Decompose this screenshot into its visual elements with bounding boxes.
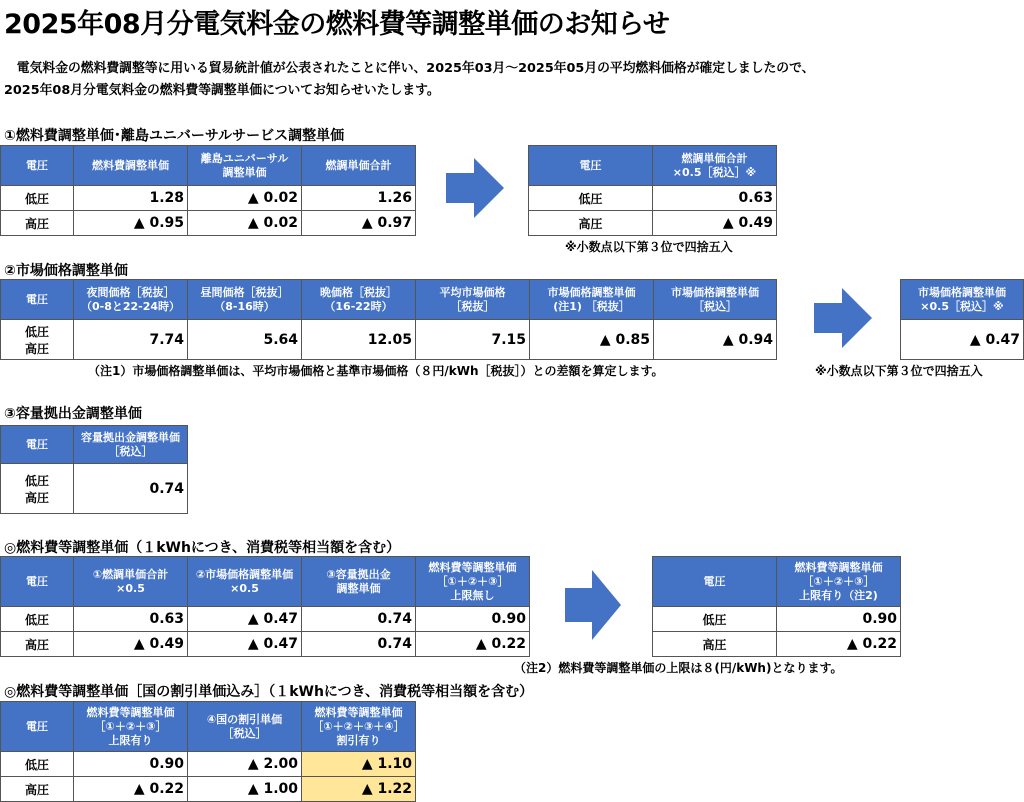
header-line2: （0-8と22-24時）	[80, 299, 181, 313]
header-voltage: 電圧	[1, 426, 74, 464]
header-combined-discounted	[302, 702, 416, 752]
market-price-table	[0, 279, 777, 360]
header-line2: ［税抜］	[450, 299, 495, 313]
header-fuel-total: 燃調単価合計	[302, 146, 416, 186]
right-arrow-icon	[446, 158, 504, 218]
header-line1: 燃料費等調整単価	[428, 560, 517, 574]
header-line1: 夜間価格［税抜］	[86, 285, 175, 299]
row-label: 高圧	[1, 211, 74, 236]
header-voltage: 電圧	[1, 146, 74, 186]
row-label: 低圧	[1, 752, 74, 777]
fuel-cost-capped-table	[652, 556, 901, 657]
header-combined-capped	[777, 557, 901, 607]
table-cell: ▲ 0.02	[188, 211, 302, 236]
section3-title: ③容量拠出金調整単価	[4, 406, 142, 422]
header-capacity-unit	[302, 557, 416, 607]
header-line1: ①燃調単価合計	[92, 567, 169, 581]
table-cell: ▲ 0.47	[188, 607, 302, 632]
row-label-low: 低圧	[24, 473, 49, 488]
header-voltage: 電圧	[1, 702, 74, 752]
cap-note: （注2）燃料費等調整単価の上限は８(円/kWh)となります。	[514, 661, 843, 675]
row-label: 低圧	[529, 186, 653, 211]
table-cell: 1.28	[74, 186, 188, 211]
header-market-adjust-ex-tax	[530, 280, 654, 320]
header-line2: ［税込］	[693, 299, 737, 313]
header-line2: 調整単価	[336, 581, 381, 595]
table-cell: ▲ 0.85	[530, 320, 654, 360]
table-cell: ▲ 0.94	[654, 320, 777, 360]
capacity-contribution-table	[0, 425, 188, 514]
section2-title: ②市場価格調整単価	[4, 263, 128, 279]
header-fuel-total-half	[653, 146, 777, 186]
header-line1: ④国の割引単価	[206, 712, 283, 726]
header-fuel-cost-unit: 燃料費調整単価	[74, 146, 188, 186]
table-cell: ▲ 0.49	[653, 211, 777, 236]
rounding-note: ※小数点以下第３位で四捨五入	[815, 364, 983, 378]
row-label: 高圧	[1, 632, 74, 657]
table-cell: ▲ 0.95	[74, 211, 188, 236]
row-label	[1, 464, 74, 514]
header-line1: 市場価格調整単価	[671, 285, 759, 299]
table-cell: ▲ 0.97	[302, 211, 416, 236]
header-national-discount	[188, 702, 302, 752]
header-line2: （16-22時）	[324, 299, 393, 313]
right-arrow-icon	[565, 570, 621, 640]
table-cell: ▲ 0.49	[74, 632, 188, 657]
table-cell: 0.63	[653, 186, 777, 211]
header-capacity-unit	[74, 426, 188, 464]
table-cell: 0.90	[74, 752, 188, 777]
header-line2: ［①＋②＋③＋④］	[312, 719, 405, 733]
header-line2: ×0.5	[230, 581, 259, 595]
discounted-fuel-cost-table	[0, 701, 416, 802]
header-line2: ［①＋②＋③］	[436, 574, 509, 588]
header-line2: ［税込］	[222, 726, 267, 740]
header-island-line1: 離島ユニバーサル	[200, 151, 289, 165]
header-combined-no-cap	[416, 557, 530, 607]
header-line2: ×0.5	[116, 581, 145, 595]
header-line2: （8-16時）	[214, 299, 275, 313]
intro-line-2: 2025年08月分電気料金の燃料費等調整単価についてお知らせいたします。	[4, 83, 440, 98]
header-voltage: 電圧	[1, 280, 74, 320]
fuel-adjustment-table	[0, 145, 416, 236]
row-label: 低圧	[1, 186, 74, 211]
header-voltage: 電圧	[529, 146, 653, 186]
page-title: 2025年08月分電気料金の燃料費等調整単価のお知らせ	[4, 9, 670, 40]
header-line1: ③容量拠出金	[326, 567, 391, 581]
table-cell: ▲ 0.22	[777, 632, 901, 657]
header-line3: 上限無し	[450, 588, 495, 602]
header-line1: ②市場価格調整単価	[195, 567, 294, 581]
header-line1: 燃調単価合計	[681, 151, 748, 165]
market-note: （注1）市場価格調整単価は、平均市場価格と基準市場価格（８円/kWh［税抜］）との差額を算定します。	[88, 364, 664, 378]
table-cell: 0.74	[302, 607, 416, 632]
row-label	[1, 320, 74, 360]
row-label: 高圧	[529, 211, 653, 236]
table-cell: 1.26	[302, 186, 416, 211]
table-cell: 0.74	[74, 464, 188, 514]
header-voltage: 電圧	[1, 557, 74, 607]
header-line3: 上限有り（注2)	[799, 588, 878, 602]
header-line1: 市場価格調整単価	[547, 285, 636, 299]
highlighted-cell: ▲ 1.22	[302, 777, 416, 802]
header-line2: ×0.5［税込］※	[920, 299, 1004, 313]
intro-line-1: 電気料金の燃料費調整等に用いる貿易統計値が公表されたことに伴い、2025年03月～2025年05月の平均燃料価格が確定しましたので、	[4, 61, 815, 76]
table-cell: 7.15	[416, 320, 530, 360]
market-result-table	[900, 279, 1024, 360]
table-cell: ▲ 2.00	[188, 752, 302, 777]
intro-text	[4, 58, 1020, 102]
table-cell: ▲ 0.22	[74, 777, 188, 802]
section4-title: ◎燃料費等調整単価（１kWhにつき、消費税等相当額を含む）	[4, 540, 401, 556]
row-label-low: 低圧	[24, 324, 49, 339]
header-line1: 昼間価格［税抜］	[200, 285, 289, 299]
header-night-price	[74, 280, 188, 320]
header-line1: 市場価格調整単価	[918, 285, 1006, 299]
header-fuel-total-half	[74, 557, 188, 607]
fuel-total-result-table	[528, 145, 777, 236]
rounding-note: ※小数点以下第３位で四捨五入	[565, 240, 733, 254]
table-cell: ▲ 0.02	[188, 186, 302, 211]
header-day-price	[188, 280, 302, 320]
header-island-universal	[188, 146, 302, 186]
header-line1: 燃料費等調整単価	[794, 560, 883, 574]
header-evening-price	[302, 280, 416, 320]
header-island-line2: 調整単価	[222, 165, 267, 179]
header-market-adjust-half	[188, 557, 302, 607]
fuel-cost-adjustment-table	[0, 556, 530, 657]
header-line1: 燃料費等調整単価	[86, 705, 175, 719]
header-line2: ×0.5［税込］※	[672, 165, 757, 179]
right-arrow-icon	[814, 288, 872, 348]
table-cell: ▲ 0.22	[416, 632, 530, 657]
header-average-market-price	[416, 280, 530, 320]
header-voltage: 電圧	[653, 557, 777, 607]
row-label: 高圧	[1, 777, 74, 802]
table-cell: ▲ 0.47	[188, 632, 302, 657]
table-cell: 0.90	[416, 607, 530, 632]
header-line1: 容量拠出金調整単価	[81, 430, 180, 444]
header-line1: 燃料費等調整単価	[314, 705, 403, 719]
table-cell: 0.74	[302, 632, 416, 657]
header-market-adjust-inc-tax	[654, 280, 777, 320]
header-line2: ［①＋②＋③］	[802, 574, 875, 588]
table-cell: 5.64	[188, 320, 302, 360]
table-cell: 7.74	[74, 320, 188, 360]
row-label: 低圧	[653, 607, 777, 632]
section5-title: ◎燃料費等調整単価［国の割引単価込み］（１kWhにつき、消費税等相当額を含む）	[4, 684, 534, 700]
header-line3: 上限有り	[108, 733, 153, 747]
row-label: 低圧	[1, 607, 74, 632]
row-label: 高圧	[653, 632, 777, 657]
header-line2: (注1) ［税抜］	[553, 299, 630, 313]
table-cell: ▲ 0.47	[901, 320, 1024, 360]
header-line1: 晩価格［税抜］	[320, 285, 397, 299]
table-cell: 0.63	[74, 607, 188, 632]
header-line2: ［税込］	[108, 444, 153, 458]
highlighted-cell: ▲ 1.10	[302, 752, 416, 777]
header-line3: 割引有り	[336, 733, 381, 747]
row-label-high: 高圧	[24, 341, 49, 356]
header-market-adjust-half	[901, 280, 1024, 320]
section1-title: ①燃料費調整単価･離島ユニバーサルサービス調整単価	[4, 128, 345, 144]
header-combined-capped	[74, 702, 188, 752]
table-cell: 12.05	[302, 320, 416, 360]
header-line2: ［①＋②＋③］	[94, 719, 167, 733]
table-cell: ▲ 1.00	[188, 777, 302, 802]
header-line1: 平均市場価格	[439, 285, 506, 299]
row-label-high: 高圧	[24, 490, 49, 505]
table-cell: 0.90	[777, 607, 901, 632]
